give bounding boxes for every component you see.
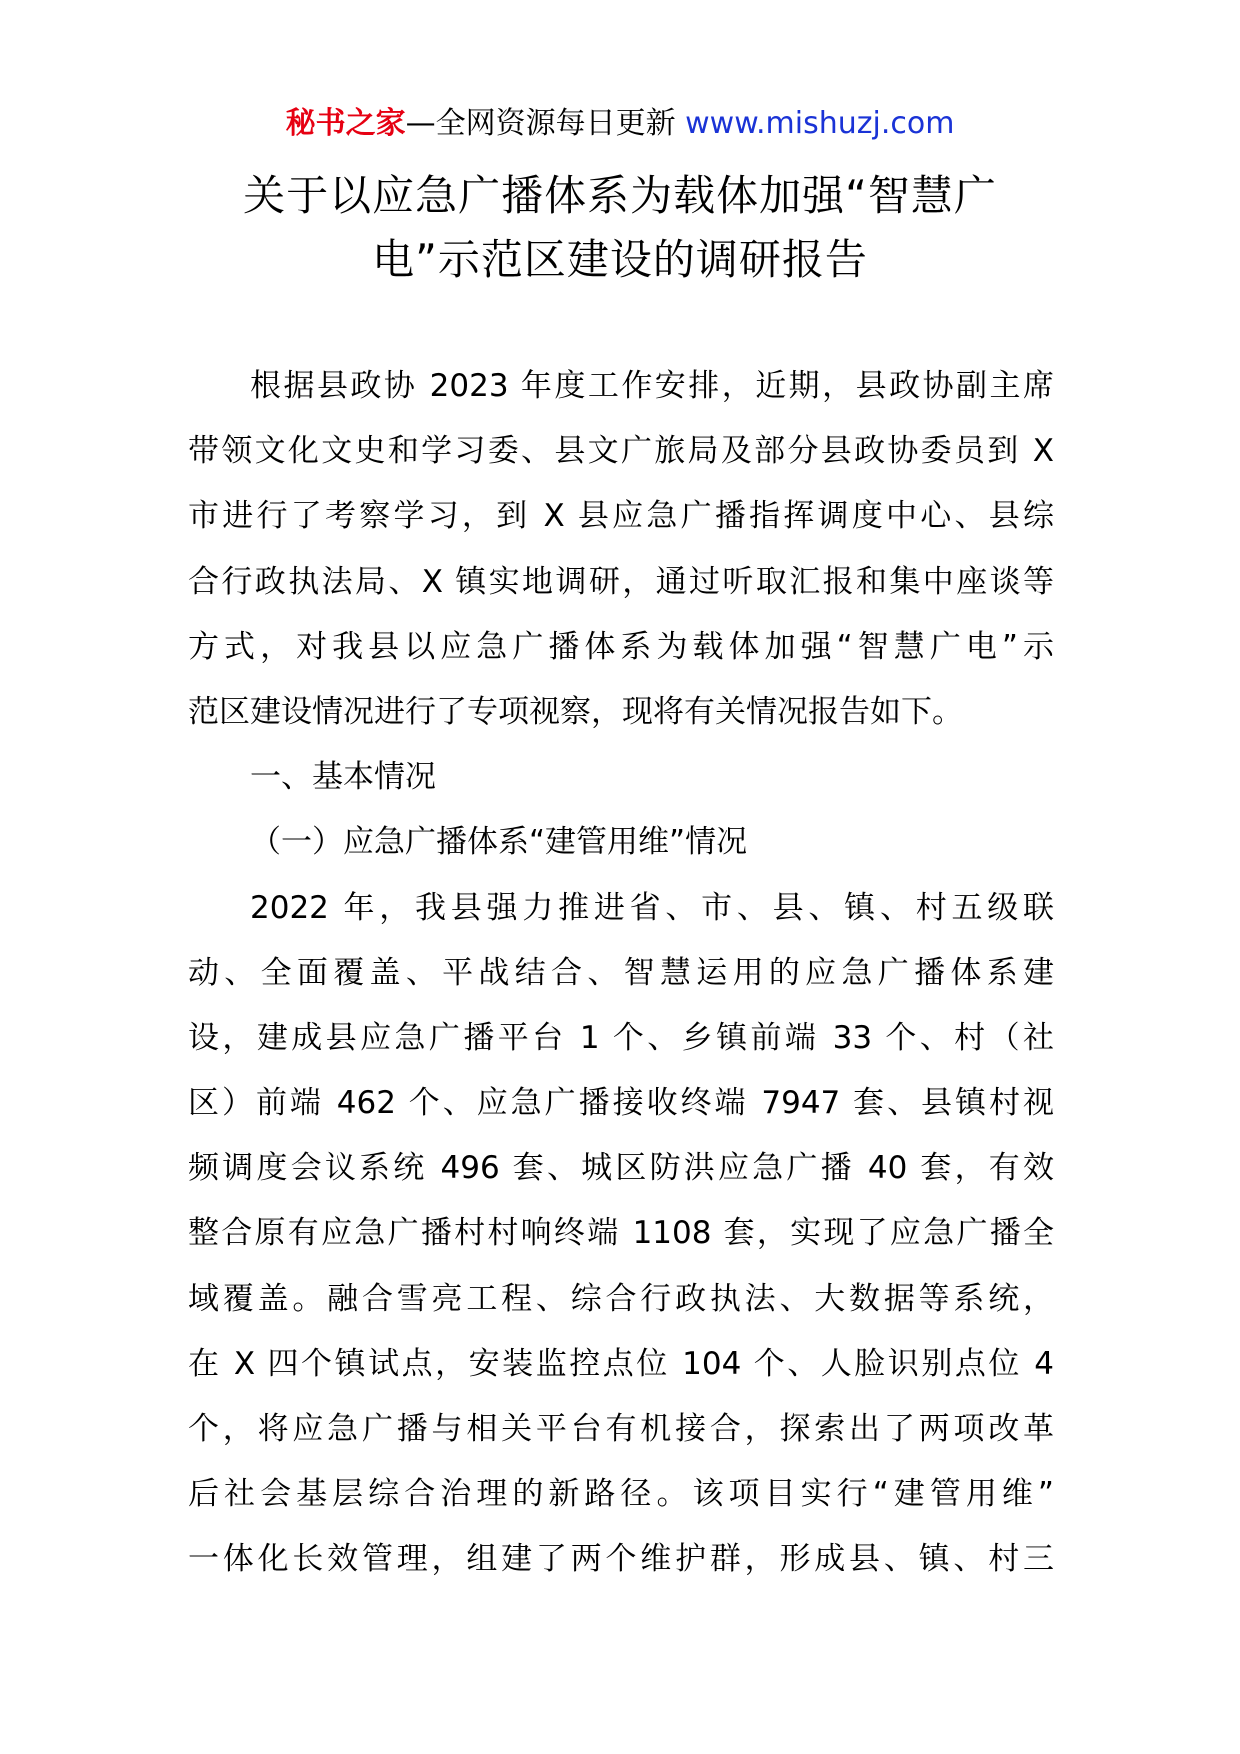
text-line: 根据县政协 2023 年度工作安排，近期，县政协副主席 <box>250 368 1054 404</box>
text-line: 范区建设情况进行了专项视察，现将有关情况报告如下。 <box>188 693 963 730</box>
site-url-link[interactable]: www.mishuzj.com <box>685 106 955 141</box>
paragraph-situation <box>188 876 1054 1593</box>
text-line: 后社会基层综合治理的新路径。该项目实行“建管用维” <box>188 1476 1054 1513</box>
text-line: 方式，对我县以应急广播体系为载体加强“智慧广电”示 <box>188 628 1054 665</box>
text-line: 市进行了考察学习，到 X 县应急广播指挥调度中心、县综 <box>188 498 1054 535</box>
text-line: 整合原有应急广播村村响终端 1108 套，实现了应急广播全 <box>188 1215 1054 1252</box>
site-header <box>0 102 1240 146</box>
title-line-2: 电”示范区建设的调研报告 <box>372 235 868 284</box>
text-line: 设，建成县应急广播平台 1 个、乡镇前端 33 个、村（社 <box>188 1019 1054 1056</box>
brand-name: 秘书之家 <box>285 106 406 141</box>
text-line: 个，将应急广播与相关平台有机接合，探索出了两项改革 <box>188 1411 1054 1447</box>
text-line: 一体化长效管理，组建了两个维护群，形成县、镇、村三 <box>188 1541 1054 1578</box>
header-slogan: —全网资源每日更新 <box>405 106 676 141</box>
document-body <box>188 354 1054 1593</box>
section-heading-1-1: （一）应急广播体系“建管用维”情况 <box>250 824 748 861</box>
text-line: 带领文化文史和学习委、县文广旅局及部分县政协委员到 X <box>188 433 1054 470</box>
text-line: 域覆盖。融合雪亮工程、综合行政执法、大数据等系统， <box>188 1280 1054 1317</box>
text-line: 动、全面覆盖、平战结合、智慧运用的应急广播体系建 <box>188 954 1054 991</box>
text-line: 区）前端 462 个、应急广播接收终端 7947 套、县镇村视 <box>188 1085 1054 1122</box>
document-title <box>150 164 1090 292</box>
section-heading-1: 一、基本情况 <box>250 759 436 796</box>
text-line: 合行政执法局、X 镇实地调研，通过听取汇报和集中座谈等 <box>188 563 1054 600</box>
title-line-1: 关于以应急广播体系为载体加强“智慧广 <box>243 171 997 220</box>
text-line: 频调度会议系统 496 套、城区防洪应急广播 40 套，有效 <box>188 1150 1054 1187</box>
text-line: 2022 年，我县强力推进省、市、县、镇、村五级联 <box>250 889 1054 926</box>
paragraph-intro <box>188 354 1054 745</box>
text-line: 在 X 四个镇试点，安装监控点位 104 个、人脸识别点位 4 <box>188 1345 1054 1382</box>
